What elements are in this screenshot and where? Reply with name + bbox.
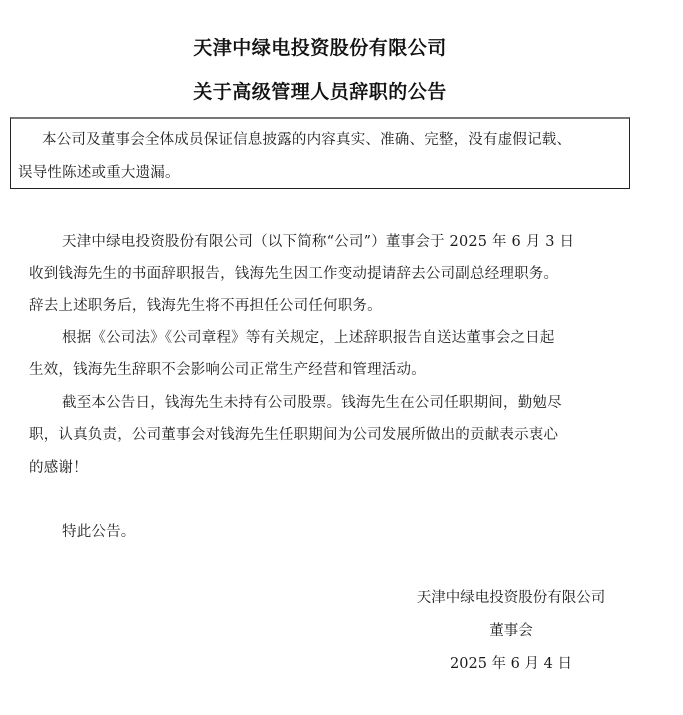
paragraph-3-line: 截至本公告日，钱海先生未持有公司股票。钱海先生在公司任职期间，勤勉尽 [62,395,562,411]
announcement-title: 关于高级管理人员辞职的公告 [193,81,447,103]
paragraph-3-line: 的感谢！ [29,460,88,476]
paragraph-2-line: 生效，钱海先生辞职不会影响公司正常生产经营和管理活动。 [29,362,426,378]
paragraph-2-line: 根据《公司法》《公司章程》等有关规定，上述辞职报告自送达董事会之日起 [62,330,555,346]
closing-statement: 特此公告。 [62,524,136,540]
paragraph-1-line: 天津中绿电投资股份有限公司（以下简称“公司”）董事会于 2025 年 6 月 3 日 [62,234,575,250]
paragraph-1-line: 收到钱海先生的书面辞职报告，钱海先生因工作变动提请辞去公司副总经理职务。 [29,266,559,282]
paragraph-3-line: 职，认真负责，公司董事会对钱海先生任职期间为公司发展所做出的贡献表示衷心 [29,427,559,443]
disclaimer-line: 误导性陈述或重大遗漏。 [18,165,180,181]
paragraph-1-line: 辞去上述职务后，钱海先生将不再担任公司任何职务。 [29,298,382,314]
signature-date: 2025 年 6 月 4 日 [450,656,572,672]
disclaimer-line: 本公司及董事会全体成员保证信息披露的内容真实、准确、完整，没有虚假记载、 [42,132,572,148]
signature-company: 天津中绿电投资股份有限公司 [416,590,606,606]
company-title: 天津中绿电投资股份有限公司 [193,37,447,59]
signature-department: 董事会 [489,623,533,639]
